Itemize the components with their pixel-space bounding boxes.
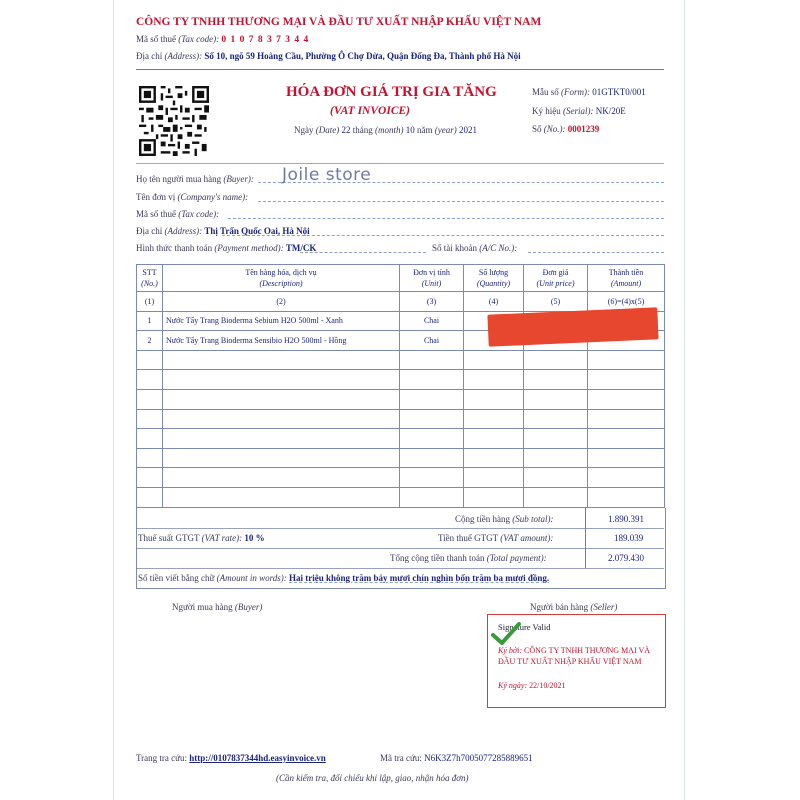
table-row [137, 350, 665, 370]
invoice-title: HÓA ĐƠN GIÁ TRỊ GIA TĂNG [286, 84, 497, 100]
footer-note: (Cần kiểm tra, đối chiếu khi lập, giao, nhận hóa đơn) [276, 773, 469, 783]
lookup-code-row: Mã tra cứu: N6K3Z7h7005077285889651 [380, 753, 533, 763]
invoice-date: Ngày (Date) 22 tháng (month) 10 năm (year) 2021 [294, 125, 477, 135]
amount-in-words-row: Số tiền viết bằng chữ (Amount in words): Hai triệu không trăm bảy mươi chín nghìn bốn trăm ba mươi đồng. [138, 573, 550, 583]
table-header-row [137, 265, 665, 292]
buyer-tax-row: Mã số thuế (Tax code): [136, 209, 220, 219]
seller-signature-label: Người bán hàng (Seller) [530, 602, 618, 612]
totals-col-divider [585, 508, 586, 568]
payment-line [300, 252, 426, 253]
buyer-company-line [258, 201, 664, 202]
total-label: Tổng cộng tiền thanh toán (Total payment): [390, 553, 547, 563]
vat-rate: 10 % [244, 533, 265, 543]
amount-in-words: Hai triệu không trăm bảy mươi chín nghìn bốn trăm ba mươi đồng. [289, 573, 550, 583]
buyer-address-row: Địa chỉ (Address): Thị Trấn Quốc Oai, Hà Nội [136, 226, 310, 236]
qr-code-icon [139, 86, 209, 156]
buyer-company-row: Tên đơn vị (Company's name): [136, 192, 249, 202]
form-number: Mẫu số (Form): 01GTKT0/001 [532, 87, 646, 97]
seller-tax-row: Mã số thuế (Tax code): 0 1 0 7 8 3 7 3 4 4 [136, 34, 310, 45]
table-row [137, 389, 665, 409]
invoice-number: Số (No.): 0001239 [532, 124, 600, 134]
subtotal-label: Cộng tiền hàng (Sub total): [455, 514, 554, 524]
col-header-amount: Thành tiền (Amount) [588, 265, 665, 292]
vat-amount-value: 189.039 [614, 533, 644, 543]
serial-number: Ký hiệu (Serial): NK/20E [532, 106, 626, 116]
account-row: Số tài khoản (A/C No.): [432, 243, 518, 253]
table-row [137, 409, 665, 429]
buyer-address: Thị Trấn Quốc Oai, Hà Nội [204, 226, 310, 236]
payment-row: Hình thức thanh toán (Payment method): TM/CK [136, 243, 317, 253]
account-line [528, 252, 664, 253]
signature-valid-text: Signature Valid [498, 622, 551, 632]
store-stamp: Joile store [282, 165, 372, 185]
col-header-description: Tên hàng hóa, dịch vụ (Description) [163, 265, 400, 292]
checkmark-icon [490, 621, 522, 647]
col-header-quantity: Số lượng (Quantity) [464, 265, 524, 292]
title-divider [136, 163, 664, 164]
header-divider [136, 69, 664, 70]
digital-signature-box [487, 614, 666, 708]
lookup-row: Trang tra cứu: http://0107837344hd.easyinvoice.vn [136, 753, 326, 763]
signed-by: Ký bởi: CÔNG TY TNHH THƯƠNG MẠI VÀ ĐẦU TƯ XUẤT NHẬP KHẨU VIỆT NAM [498, 646, 651, 666]
table-row [137, 370, 665, 390]
vat-rate-row: Thuế suất GTGT (VAT rate): 10 % [138, 533, 265, 543]
lookup-link[interactable]: http://0107837344hd.easyinvoice.vn [189, 753, 326, 763]
signed-date: Ký ngày: 22/10/2021 [498, 681, 566, 690]
col-header-unit: Đơn vị tính (Unit) [400, 265, 464, 292]
seller-address: Số 10, ngõ 59 Hoàng Cầu, Phường Ô Chợ Dừa, Quận Đống Đa, Thành phố Hà Nội [204, 51, 521, 61]
table-row [137, 448, 665, 468]
lookup-code: N6K3Z7h7005077285889651 [424, 753, 533, 763]
table-row: 2 Nước Tẩy Trang Bioderma Sensibio H2O 500ml - Hồng Chai [137, 331, 665, 351]
buyer-name-row: Họ tên người mua hàng (Buyer): [136, 174, 254, 184]
seller-address-row: Địa chỉ (Address): Số 10, ngõ 59 Hoàng Cầu, Phường Ô Chợ Dừa, Quận Đống Đa, Thành phố Hà Nội [136, 51, 521, 61]
seller-name: CÔNG TY TNHH THƯƠNG MẠI VÀ ĐẦU TƯ XUẤT NHẬP KHẨU VIỆT NAM [136, 16, 542, 28]
table-row [137, 468, 665, 488]
buyer-address-line [222, 235, 664, 236]
invoice-title-en: (VAT INVOICE) [330, 105, 410, 117]
table-row [137, 487, 665, 507]
total-value: 2.079.430 [608, 553, 644, 563]
seller-tax-code: 0 1 0 7 8 3 7 3 4 4 [221, 35, 310, 45]
vat-amount-label: Tiền thuế GTGT (VAT amount): [438, 533, 554, 543]
col-header-unit-price: Đơn giá (Unit price) [524, 265, 588, 292]
col-header-no: STT (No.) [137, 265, 163, 292]
table-index-row: (1) (2) (3) (4) (5) (6)=(4)x(5) [137, 292, 665, 312]
buyer-tax-line [228, 218, 664, 219]
buyer-signature-label: Người mua hàng (Buyer) [172, 602, 263, 612]
payment-method: TM/CK [285, 243, 317, 253]
table-row [137, 429, 665, 449]
subtotal-value: 1.890.391 [608, 514, 644, 524]
table-row: 1 Nước Tẩy Trang Bioderma Sebium H2O 500ml - Xanh Chai [137, 311, 665, 331]
items-table [136, 264, 665, 508]
